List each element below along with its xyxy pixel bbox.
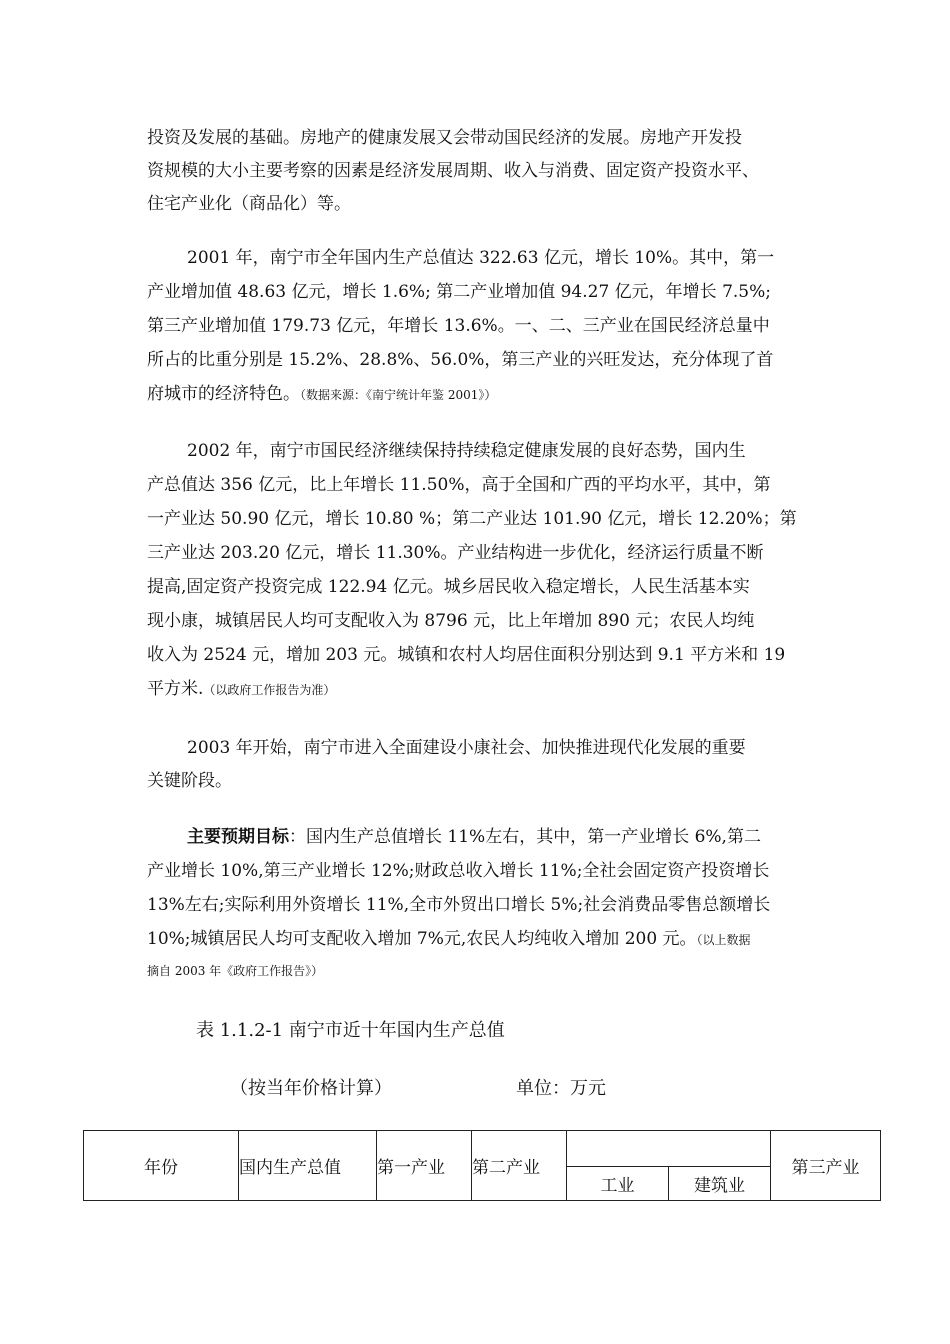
paragraph-line: 三产业达 203.20 亿元，增长 11.30%。产业结构进一步优化，经济运行质量不断 <box>147 543 764 563</box>
paragraph-line: 关键阶段。 <box>147 771 232 791</box>
paragraph-line: 提高,固定资产投资完成 122.94 亿元。城乡居民收入稳定增长，人民生活基本实 <box>147 577 750 597</box>
paragraph-line: 收入为 2524 元，增加 203 元。城镇和农村人均居住面积分别达到 9.1 平方米和 19 <box>147 645 786 665</box>
source-note: （数据来源：《南宁统计年鉴 2001》） <box>300 388 497 402</box>
paragraph-line: 产业增长 10%,第三产业增长 12%;财政总收入增长 11%;全社会固定资产投资增长 <box>147 861 770 881</box>
paragraph-line: 投资及发展的基础。房地产的健康发展又会带动国民经济的发展。房地产开发投 <box>147 128 742 148</box>
header-secondary: 第二产业 <box>472 1131 567 1201</box>
header-construction: 建筑业 <box>669 1167 771 1201</box>
source-note: （以上数据 <box>696 933 751 947</box>
paragraph-line: 产总值达 356 亿元，比上年增长 11.50%，高于全国和广西的平均水平，其中，第 <box>147 475 771 495</box>
paragraph-line: 一产业达 50.90 亿元，增长 10.80 %；第二产业达 101.90 亿元，增长 12.20%；第 <box>147 509 797 529</box>
table-price-basis: （按当年价格计算） <box>230 1078 392 1099</box>
source-note: （以政府工作报告为准） <box>203 683 336 697</box>
source-note: 摘自 2003 年《政府工作报告》） <box>147 964 324 978</box>
table-unit: 单位：万元 <box>516 1078 606 1099</box>
paragraph-line: 13%左右;实际利用外资增长 11%,全市外贸出口增长 5%;社会消费品零售总额增长 <box>147 895 771 915</box>
header-primary: 第一产业 <box>377 1131 472 1201</box>
paragraph-text: 府城市的经济特色。 <box>147 384 300 404</box>
paragraph-line: 2003 年开始，南宁市进入全面建设小康社会、加快推进现代化发展的重要 <box>187 738 746 758</box>
paragraph-line: 现小康，城镇居民人均可支配收入为 8796 元，比上年增加 890 元；农民人均纯 <box>147 611 755 631</box>
header-industry: 工业 <box>567 1167 669 1201</box>
table-caption: 表 1.1.2-1 南宁市近十年国内生产总值 <box>196 1020 505 1041</box>
paragraph-line: 2002 年，南宁市国民经济继续保持持续稳定健康发展的良好态势，国内生 <box>187 441 746 461</box>
gdp-table <box>83 1130 881 1201</box>
header-gdp: 国内生产总值 <box>239 1131 377 1201</box>
paragraph-line: 资规模的大小主要考察的因素是经济发展周期、收入与消费、固定资产投资水平、 <box>147 161 759 181</box>
header-year: 年份 <box>84 1131 239 1201</box>
paragraph-line: 住宅产业化（商品化）等。 <box>147 194 351 214</box>
paragraph-line: 所占的比重分别是 15.2%、28.8%、56.0%，第三产业的兴旺发达，充分体现了首 <box>147 350 774 370</box>
paragraph-line <box>147 678 335 700</box>
paragraph-line: 产业增加值 48.63 亿元，增长 1.6%; 第二产业增加值 94.27 亿元，年增长 7.5%; <box>147 282 771 302</box>
header-tertiary: 第三产业 <box>771 1131 881 1201</box>
paragraph-text: 平方米. <box>147 679 204 699</box>
paragraph-text: ：国内生产总值增长 11%左右，其中，第一产业增长 6%,第二 <box>289 827 761 847</box>
paragraph-line: 2001 年，南宁市全年国内生产总值达 322.63 亿元，增长 10%。其中，第一 <box>187 248 775 268</box>
paragraph-line <box>187 826 761 848</box>
header-secondary-breakdown <box>567 1131 771 1167</box>
paragraph-line <box>147 928 751 950</box>
targets-heading: 主要预期目标 <box>187 827 289 847</box>
paragraph-line: 第三产业增加值 179.73 亿元，年增长 13.6%。一、二、三产业在国民经济总量中 <box>147 316 770 336</box>
paragraph-line <box>147 383 496 405</box>
paragraph-text: 10%;城镇居民人均可支配收入增加 7%元,农民人均纯收入增加 200 元。 <box>147 929 697 949</box>
